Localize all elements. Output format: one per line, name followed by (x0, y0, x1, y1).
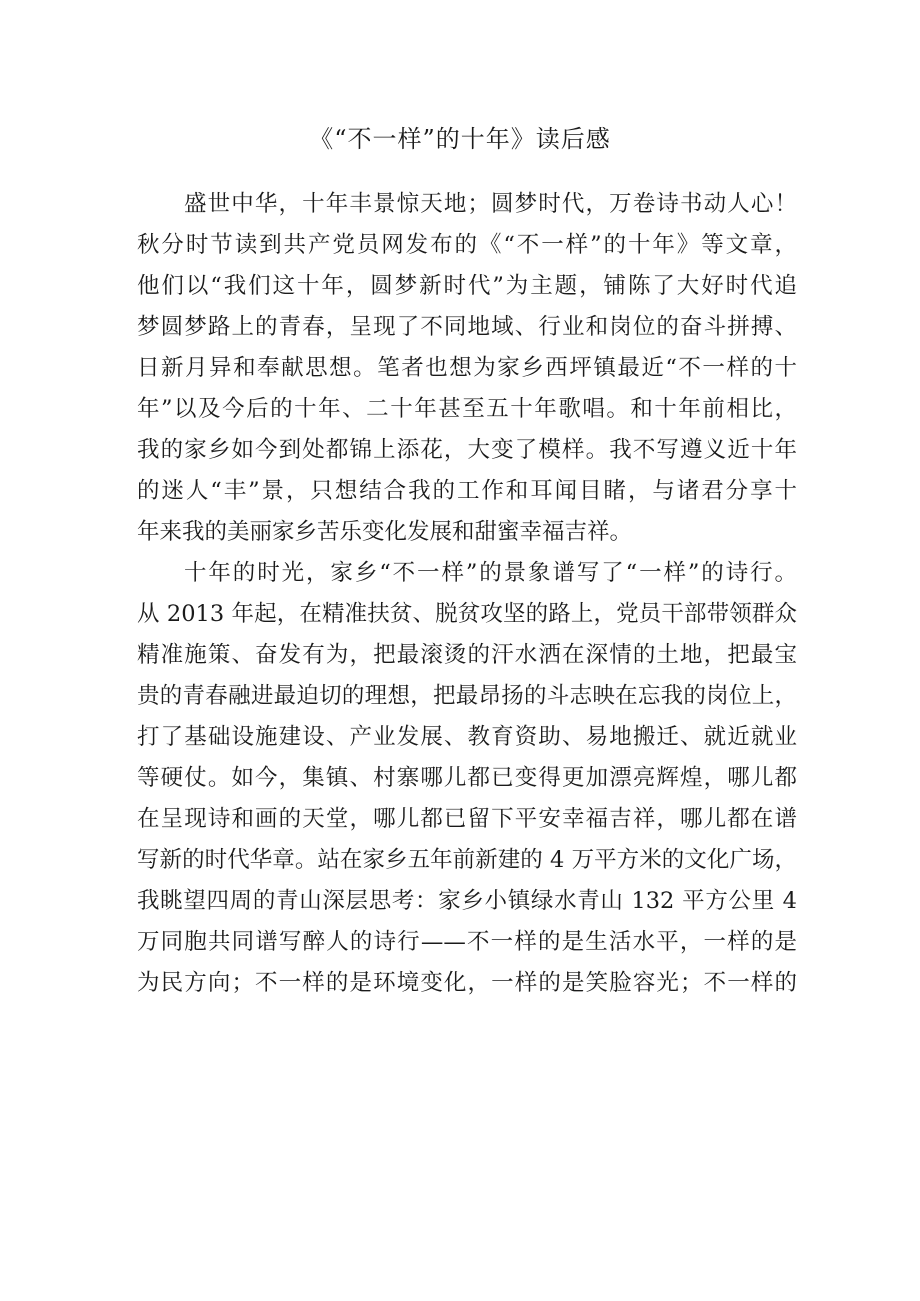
document-title: 《“不一样”的十年》读后感 (309, 125, 611, 153)
paragraph-2-line-3: 精准施策、奋发有为，把最滚烫的汗水洒在深情的土地，把最宝 (137, 642, 797, 668)
paragraph-2-line-6: 等硬仗。如今，集镇、村寨哪儿都已变得更加漂亮辉煌，哪儿都 (137, 765, 797, 791)
paragraph-1-line-5: 日新月异和奉献思想。笔者也想为家乡西坪镇最近“不一样的十 (137, 355, 797, 381)
paragraph-1-line-1: 盛世中华，十年丰景惊天地；圆梦时代，万卷诗书动人心！ (184, 191, 797, 217)
document-body (137, 184, 797, 1004)
paragraph-2-line-5: 打了基础设施建设、产业发展、教育资助、易地搬迁、就近就业 (137, 724, 797, 750)
paragraph-1-line-3: 他们以“我们这十年，圆梦新时代”为主题，铺陈了大好时代追 (137, 273, 797, 299)
paragraph-2-line-1: 十年的时光，家乡“不一样”的景象谱写了“一样”的诗行。 (184, 560, 797, 586)
paragraph-1-line-7: 我的家乡如今到处都锦上添花，大变了模样。我不写遵义近十年 (137, 437, 797, 463)
paragraph-1-line-4: 梦圆梦路上的青春，呈现了不同地域、行业和岗位的奋斗拼搏、 (137, 314, 797, 340)
paragraph-2-line-9: 我眺望四周的青山深层思考：家乡小镇绿水青山 132 平方公里 4 (137, 888, 797, 914)
paragraph-1-line-9: 年来我的美丽家乡苦乐变化发展和甜蜜幸福吉祥。 (137, 519, 633, 545)
paragraph-2-line-7: 在呈现诗和画的天堂，哪儿都已留下平安幸福吉祥，哪儿都在谱 (137, 806, 797, 832)
paragraph-2-line-8: 写新的时代华章。站在家乡五年前新建的 4 万平方米的文化广场， (137, 847, 797, 873)
paragraph-1-line-2: 秋分时节读到共产党员网发布的《“不一样”的十年》等文章， (137, 232, 797, 258)
paragraph-2-line-10: 万同胞共同谱写醉人的诗行——不一样的是生活水平，一样的是 (137, 929, 797, 955)
paragraph-1-line-6: 年”以及今后的十年、二十年甚至五十年歌唱。和十年前相比， (137, 396, 797, 422)
paragraph-2-line-11: 为民方向；不一样的是环境变化，一样的是笑脸容光；不一样的 (137, 970, 797, 996)
paragraph-1-line-8: 的迷人“丰”景，只想结合我的工作和耳闻目睹，与诸君分享十 (137, 478, 797, 504)
paragraph-2-line-4: 贵的青春融进最迫切的理想，把最昂扬的斗志映在忘我的岗位上， (137, 683, 797, 709)
paragraph-2-line-2: 从 2013 年起，在精准扶贫、脱贫攻坚的路上，党员干部带领群众 (137, 601, 797, 627)
